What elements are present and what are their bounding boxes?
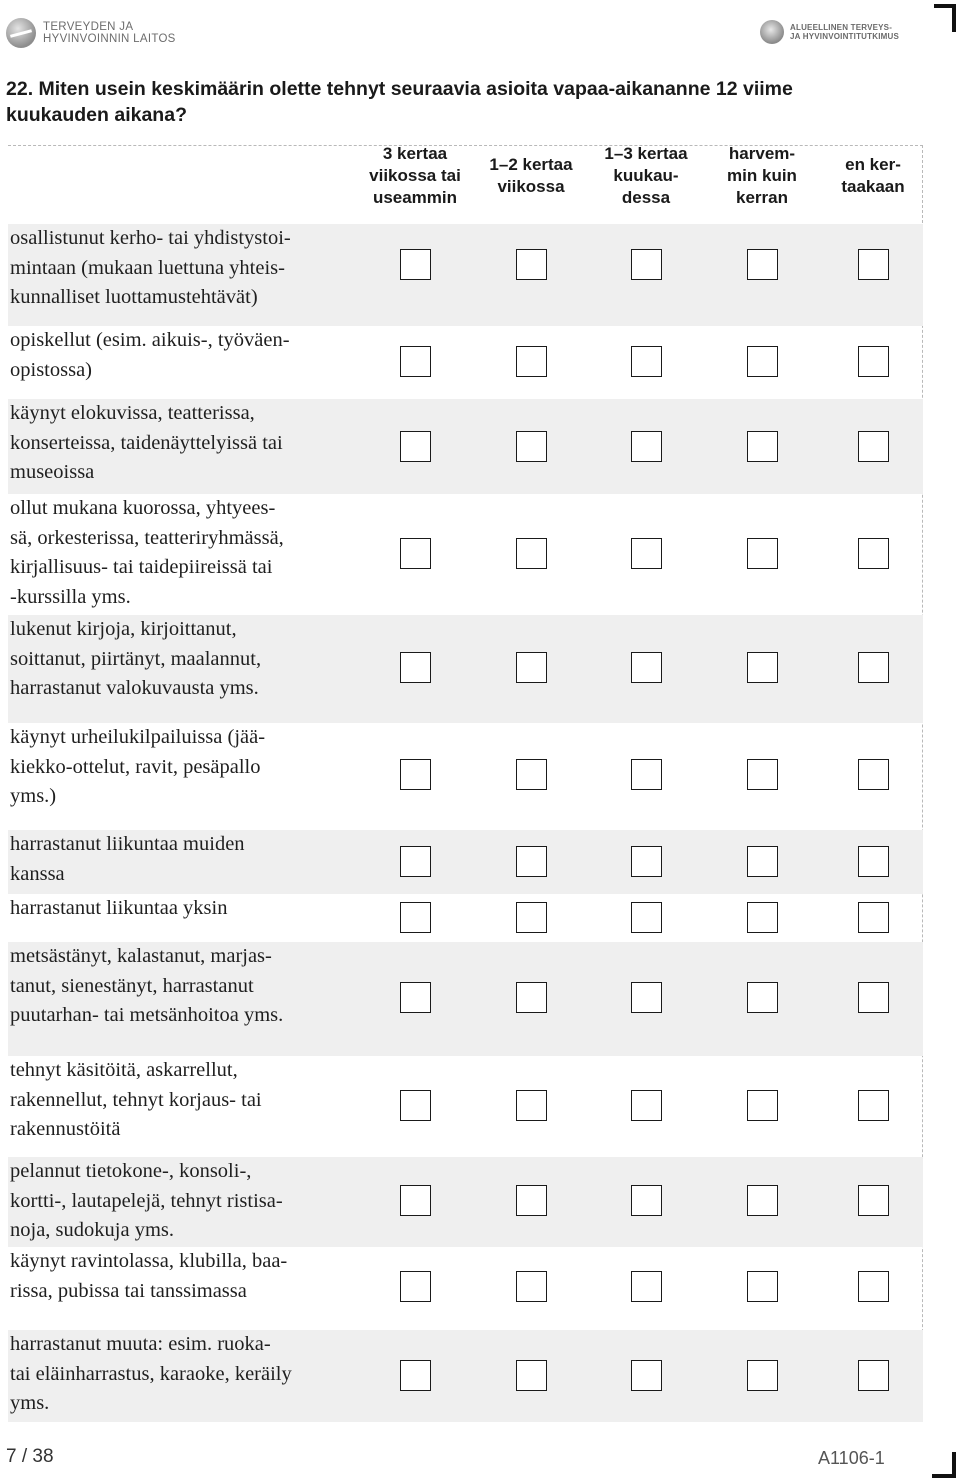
row-label-line: yms. [10, 1392, 50, 1414]
row-label-line: yms.) [10, 785, 57, 807]
crop-mark-bottom-right [932, 1452, 956, 1478]
column-header-3 [586, 143, 706, 209]
answer-checkbox-col-4[interactable] [747, 846, 778, 877]
row-label [10, 1056, 360, 1145]
row-label [10, 615, 360, 704]
column-header-line: kuukau- [613, 166, 679, 185]
answer-checkbox-col-5[interactable] [858, 902, 889, 933]
answer-checkbox-col-1[interactable] [400, 1271, 431, 1302]
row-label [10, 399, 360, 488]
answer-checkbox-col-5[interactable] [858, 249, 889, 280]
answer-checkbox-col-1[interactable] [400, 538, 431, 569]
column-header-2 [471, 143, 591, 209]
answer-checkbox-col-1[interactable] [400, 346, 431, 377]
row-label-line: opistossa) [10, 358, 92, 381]
row-label [10, 1157, 360, 1246]
answer-checkbox-col-2[interactable] [516, 1360, 547, 1391]
row-label-line: mintaan (mukaan luettuna yhteis- [10, 256, 285, 279]
question-row [8, 615, 923, 723]
row-label-line: metsästänyt, kalastanut, marjas- [10, 945, 272, 967]
answer-checkbox-col-2[interactable] [516, 431, 547, 462]
answer-checkbox-col-3[interactable] [631, 902, 662, 933]
answer-checkbox-col-2[interactable] [516, 759, 547, 790]
answer-checkbox-col-3[interactable] [631, 1090, 662, 1121]
row-label-line: osallistunut kerho- tai yhdistystoi- [10, 227, 291, 249]
row-label-line: kirjallisuus- tai taidepiireissä tai [10, 556, 273, 578]
answer-checkbox-col-5[interactable] [858, 1271, 889, 1302]
answer-checkbox-col-3[interactable] [631, 249, 662, 280]
answer-checkbox-col-5[interactable] [858, 982, 889, 1013]
answer-checkbox-col-3[interactable] [631, 1185, 662, 1216]
answer-checkbox-col-5[interactable] [858, 846, 889, 877]
thl-logo-text [43, 21, 176, 45]
answer-checkbox-col-2[interactable] [516, 846, 547, 877]
row-label-line: konserteissa, taidenäyttelyissä tai [10, 431, 283, 454]
column-header-line: en ker- [845, 155, 901, 174]
answer-checkbox-col-4[interactable] [747, 1360, 778, 1391]
answer-checkbox-col-2[interactable] [516, 1185, 547, 1216]
row-label [10, 494, 360, 612]
answer-checkbox-col-1[interactable] [400, 846, 431, 877]
question-row [8, 1056, 923, 1157]
answer-checkbox-col-1[interactable] [400, 1360, 431, 1391]
answer-checkbox-col-4[interactable] [747, 538, 778, 569]
row-label-line: harrastanut liikuntaa muiden [10, 833, 245, 855]
row-label [10, 326, 360, 385]
answer-checkbox-col-3[interactable] [631, 846, 662, 877]
page-number: 7 / 38 [6, 1446, 54, 1467]
row-label-line: kanssa [10, 862, 65, 885]
column-header-4 [702, 143, 822, 209]
ath-logo-line-2: JA HYVINVOINTITUTKIMUS [790, 32, 899, 41]
answer-checkbox-col-1[interactable] [400, 1185, 431, 1216]
row-label-line: puutarhan- tai metsänhoitoa yms. [10, 1004, 284, 1026]
answer-checkbox-col-3[interactable] [631, 652, 662, 683]
answer-checkbox-col-4[interactable] [747, 346, 778, 377]
answer-checkbox-col-5[interactable] [858, 1185, 889, 1216]
row-label-line: kunnalliset luottamustehtävät) [10, 286, 258, 308]
ath-logo [760, 20, 899, 44]
answer-checkbox-col-2[interactable] [516, 982, 547, 1013]
thl-logo-icon [6, 18, 36, 48]
row-label-line: kiekko-ottelut, ravit, pesäpallo [10, 755, 261, 778]
row-label [10, 224, 360, 313]
answer-checkbox-col-3[interactable] [631, 1271, 662, 1302]
thl-logo-line-2: HYVINVOINNIN LAITOS [43, 33, 176, 45]
question-row [8, 494, 923, 615]
answer-checkbox-col-2[interactable] [516, 1090, 547, 1121]
column-header-line: min kuin [727, 166, 797, 185]
column-header-text [841, 154, 904, 198]
answer-checkbox-col-4[interactable] [747, 652, 778, 683]
column-header-line: viikossa [497, 177, 565, 196]
question-row [8, 224, 923, 326]
row-label-line: harrastanut valokuvausta yms. [10, 677, 259, 699]
answer-checkbox-col-4[interactable] [747, 431, 778, 462]
answer-checkbox-col-4[interactable] [747, 759, 778, 790]
answer-checkbox-col-1[interactable] [400, 1090, 431, 1121]
question-row [8, 399, 923, 494]
answer-checkbox-col-1[interactable] [400, 652, 431, 683]
answer-checkbox-col-2[interactable] [516, 652, 547, 683]
row-label-line: -kurssilla yms. [10, 585, 131, 608]
answer-checkbox-col-4[interactable] [747, 249, 778, 280]
column-header-text [604, 143, 687, 209]
answer-checkbox-col-5[interactable] [858, 1360, 889, 1391]
row-label-line: rakennustöitä [10, 1118, 121, 1140]
row-label [10, 830, 360, 889]
column-header-line: 1–2 kertaa [489, 155, 573, 174]
column-header-text [489, 154, 572, 198]
answer-checkbox-col-5[interactable] [858, 1090, 889, 1121]
row-label-line: opiskellut (esim. aikuis-, työväen- [10, 329, 290, 351]
row-label-line: tehnyt käsitöitä, askarrellut, [10, 1059, 238, 1081]
column-header-1 [355, 143, 475, 209]
question-row [8, 326, 923, 399]
row-label-line: harrastanut muuta: esim. ruoka- [10, 1333, 271, 1355]
question-title: 22. Miten usein keskimäärin olette tehnyt seuraavia asioita vapaa-aikananne 12 viime kuukauden aikana? [6, 78, 793, 126]
answer-checkbox-col-5[interactable] [858, 431, 889, 462]
row-label-line: rakennellut, tehnyt korjaus- tai [10, 1088, 262, 1111]
answer-checkbox-col-2[interactable] [516, 249, 547, 280]
answer-checkbox-col-1[interactable] [400, 759, 431, 790]
answer-checkbox-col-2[interactable] [516, 346, 547, 377]
column-header-line: viikossa tai [369, 166, 461, 185]
answer-checkbox-col-5[interactable] [858, 346, 889, 377]
row-label-line: tanut, sienestänyt, harrastanut [10, 974, 254, 997]
row-label-line: sä, orkesterissa, teatteriryhmässä, [10, 526, 284, 549]
column-header-line: 3 kertaa [382, 144, 448, 163]
column-header-line: harvem- [728, 144, 796, 163]
answer-checkbox-col-2[interactable] [516, 902, 547, 933]
answer-checkbox-col-1[interactable] [400, 249, 431, 280]
row-label-line: ollut mukana kuorossa, yhtyees- [10, 497, 276, 519]
row-label [10, 723, 360, 812]
row-label-line: noja, sudokuja yms. [10, 1219, 174, 1241]
column-header-line: useammin [372, 188, 458, 207]
question-row [8, 723, 923, 830]
answer-checkbox-col-3[interactable] [631, 346, 662, 377]
question-row [8, 830, 923, 894]
row-label [10, 1247, 360, 1306]
crop-mark-top-right [934, 4, 956, 32]
row-label-line: museoissa [10, 461, 95, 483]
row-label [10, 894, 360, 924]
question-row [8, 1157, 923, 1247]
answer-checkbox-col-1[interactable] [400, 431, 431, 462]
row-label-line: rissa, pubissa tai tanssimassa [10, 1279, 247, 1302]
row-label-line: käynyt ravintolassa, klubilla, baa- [10, 1250, 288, 1272]
answer-checkbox-col-3[interactable] [631, 431, 662, 462]
column-header-line: kerran [736, 188, 788, 207]
answer-checkbox-col-3[interactable] [631, 538, 662, 569]
question-row [8, 894, 923, 942]
question-row [8, 1247, 923, 1330]
column-header-5 [813, 143, 933, 209]
row-label-line: lukenut kirjoja, kirjoittanut, [10, 618, 237, 640]
answer-checkbox-col-2[interactable] [516, 1271, 547, 1302]
document-code: A1106-1 [818, 1448, 885, 1468]
answer-checkbox-col-5[interactable] [858, 652, 889, 683]
column-header-line: dessa [621, 188, 671, 207]
column-header-line: 1–3 kertaa [604, 144, 688, 163]
ath-logo-line-1: ALUEELLINEN TERVEYS- [790, 23, 893, 32]
question-row [8, 1330, 923, 1422]
answer-checkbox-col-3[interactable] [631, 1360, 662, 1391]
column-header-text [727, 143, 797, 209]
thl-logo-line-1: TERVEYDEN JA [43, 21, 134, 33]
row-label-line: kortti-, lautapelejä, tehnyt ristisa- [10, 1189, 283, 1212]
answer-checkbox-col-1[interactable] [400, 902, 431, 933]
answer-checkbox-col-2[interactable] [516, 538, 547, 569]
answer-checkbox-col-4[interactable] [747, 982, 778, 1013]
row-label-line: käynyt urheilukilpailuissa (jää- [10, 726, 266, 748]
answer-checkbox-col-4[interactable] [747, 1271, 778, 1302]
row-label [10, 1330, 360, 1419]
row-label [10, 942, 360, 1031]
row-label-line: tai eläinharrastus, karaoke, keräily [10, 1362, 292, 1385]
answer-checkbox-col-4[interactable] [747, 902, 778, 933]
answer-checkbox-col-4[interactable] [747, 1185, 778, 1216]
answer-checkbox-col-5[interactable] [858, 538, 889, 569]
row-label-line: käynyt elokuvissa, teatterissa, [10, 402, 255, 424]
row-label-line: harrastanut liikuntaa yksin [10, 897, 228, 919]
answer-checkbox-col-4[interactable] [747, 1090, 778, 1121]
thl-logo [6, 18, 176, 48]
row-label-line: soittanut, piirtänyt, maalannut, [10, 647, 262, 670]
column-header-text [369, 143, 461, 209]
answer-checkbox-col-3[interactable] [631, 982, 662, 1013]
answer-checkbox-col-3[interactable] [631, 759, 662, 790]
answer-checkbox-col-1[interactable] [400, 982, 431, 1013]
ath-logo-icon [760, 20, 784, 44]
answer-checkbox-col-5[interactable] [858, 759, 889, 790]
question-row [8, 942, 923, 1056]
row-label-line: pelannut tietokone-, konsoli-, [10, 1160, 252, 1182]
column-header-line: taakaan [841, 177, 905, 196]
ath-logo-text [790, 23, 899, 41]
